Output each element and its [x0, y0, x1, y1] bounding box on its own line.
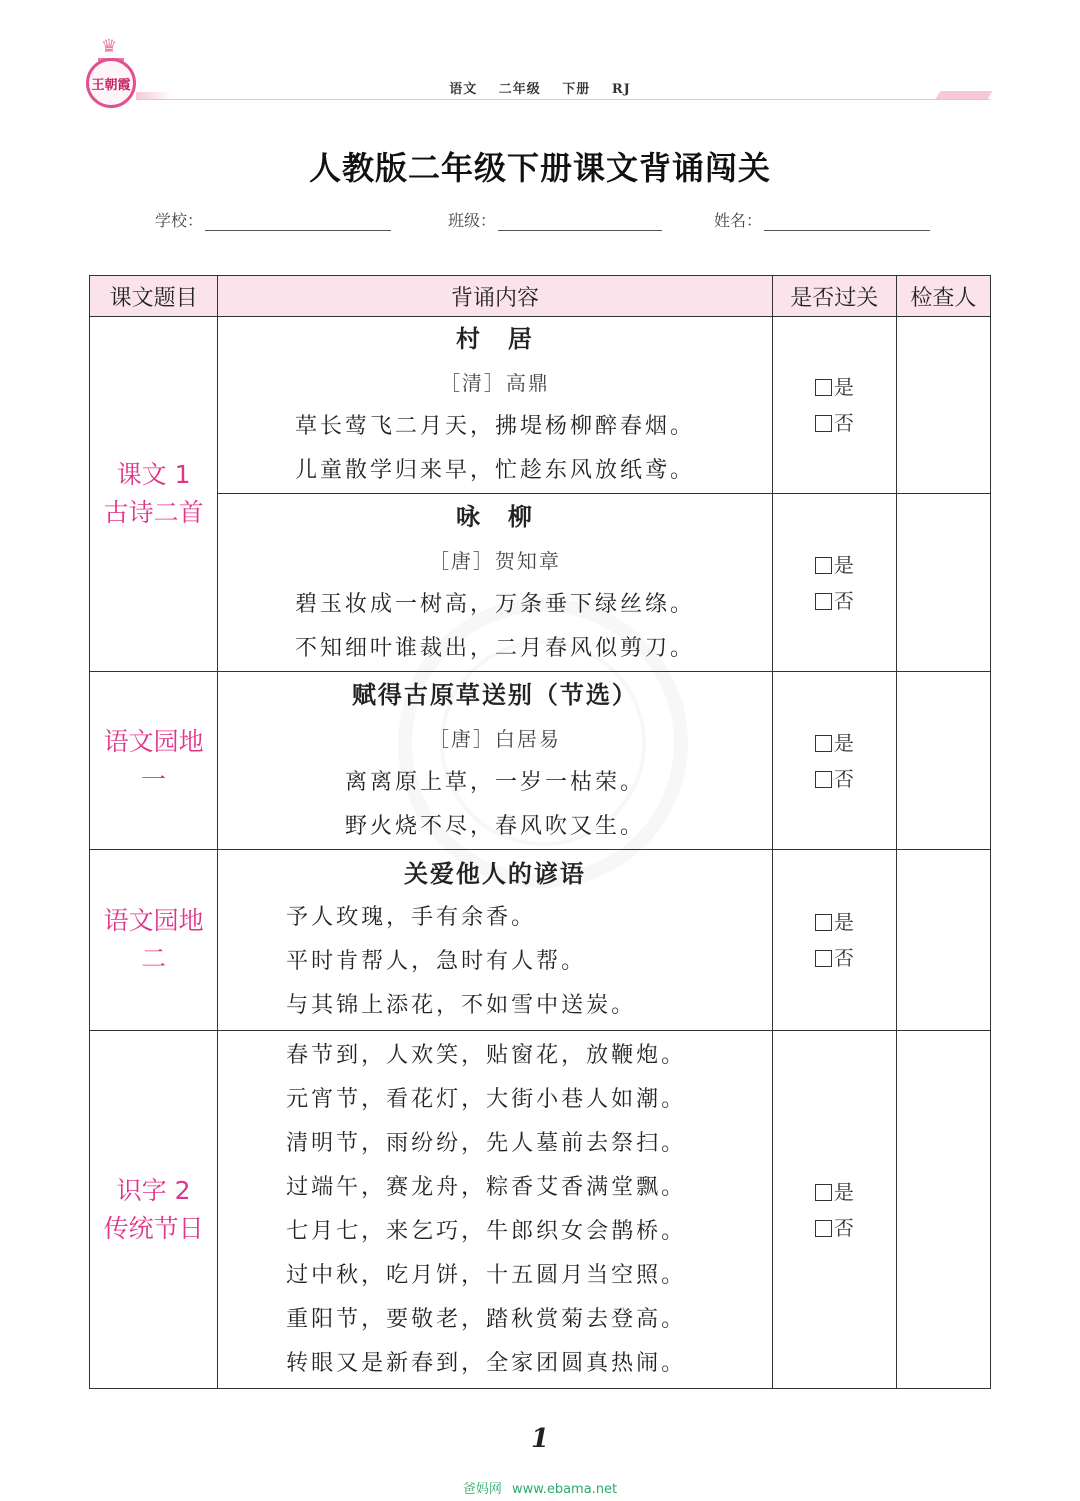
- table-row: [90, 494, 991, 672]
- pass-cell: [772, 850, 896, 1031]
- pass-yes-option[interactable]: [815, 547, 854, 583]
- name-blank[interactable]: [764, 208, 930, 231]
- poem-line: 儿童散学归来早，忙趁东风放纸鸢。: [294, 458, 695, 483]
- yes-checkbox[interactable]: [815, 914, 832, 931]
- poem-line: 不知细叶谁裁出，二月春风似剪刀。: [294, 635, 695, 661]
- pass-cell: [772, 672, 896, 850]
- lesson-title-cell: [90, 850, 218, 1031]
- watermark-site-name: 爸妈网: [462, 1482, 502, 1497]
- recitation-table: [89, 275, 991, 1389]
- header-rule: [136, 99, 990, 100]
- pass-cell: [772, 317, 896, 494]
- school-field: [155, 208, 391, 231]
- pass-no-option[interactable]: [815, 583, 854, 619]
- pass-no-option[interactable]: [815, 405, 854, 441]
- checker-cell[interactable]: [896, 317, 990, 494]
- page-header: [0, 0, 1080, 110]
- pass-yes-option[interactable]: [815, 1174, 854, 1210]
- poem-line: 野火烧不尽，春风吹又生。: [344, 813, 645, 839]
- no-label: 否: [833, 766, 854, 791]
- header-checker: 检查人: [896, 276, 990, 317]
- proverb-title: 关爱他人的谚语: [403, 860, 586, 888]
- page-number: 1: [530, 1424, 550, 1454]
- name-field: [714, 208, 930, 231]
- header-lesson: 课文题目: [90, 276, 218, 317]
- festival-line: 元宵节，看花灯，大街小巷人如潮。: [286, 1086, 687, 1112]
- table-row: [90, 317, 991, 494]
- no-label: 否: [833, 1215, 854, 1240]
- class-label: 班级：: [448, 211, 497, 230]
- watermark-site-url: www.ebama.net: [512, 1482, 618, 1497]
- school-blank[interactable]: [205, 208, 391, 231]
- site-watermark: [0, 1478, 1080, 1497]
- yes-label: 是: [833, 552, 854, 577]
- no-checkbox[interactable]: [815, 593, 832, 610]
- lesson-title-cell: [90, 672, 218, 850]
- poem-title: 咏 柳: [455, 502, 534, 531]
- lesson-label: 识字 2: [116, 1175, 191, 1205]
- yes-checkbox[interactable]: [815, 557, 832, 574]
- volume-label: 下册: [562, 82, 591, 97]
- lesson-sublabel: 古诗二首: [103, 498, 204, 527]
- no-checkbox[interactable]: [815, 415, 832, 432]
- festival-line: 转眼又是新春到，全家团圆真热闹。: [286, 1350, 687, 1376]
- class-field: [448, 208, 662, 231]
- lesson-sublabel: 一: [141, 764, 167, 794]
- yes-label: 是: [833, 375, 854, 399]
- poem-line: 草长莺飞二月天，拂堤杨柳醉春烟。: [294, 414, 695, 439]
- pass-yes-option[interactable]: [815, 725, 854, 761]
- proverb-line: 与其锦上添花，不如雪中送炭。: [286, 993, 637, 1018]
- table-row: [90, 672, 991, 850]
- table-header-row: [90, 276, 991, 317]
- proverb-line: 平时肯帮人，急时有人帮。: [286, 949, 587, 974]
- poem-author: ［唐］贺知章: [428, 548, 561, 573]
- lesson-label: 语文园地: [103, 726, 204, 756]
- poem-author: ［清］高鼎: [439, 371, 550, 395]
- lesson-title-cell: [90, 1031, 218, 1389]
- festival-line: 过端午，赛龙舟，粽香艾香满堂飘。: [286, 1174, 687, 1200]
- publisher-logo: 王朝霞: [86, 58, 136, 108]
- name-label: 姓名：: [714, 211, 763, 230]
- poem-line: 离离原上草，一岁一枯荣。: [344, 769, 645, 795]
- lesson-sublabel: 传统节日: [103, 1213, 204, 1243]
- no-label: 否: [833, 946, 854, 970]
- poem-line: 碧玉妆成一树高，万条垂下绿丝绦。: [294, 591, 695, 617]
- pass-cell: [772, 494, 896, 672]
- lesson-label: 语文园地: [103, 906, 204, 935]
- content-cell: [218, 850, 773, 1031]
- content-cell: [218, 672, 773, 850]
- grade-label: 二年级: [498, 82, 541, 97]
- festival-line: 过中秋，吃月饼，十五圆月当空照。: [286, 1262, 687, 1288]
- subject-label: 语文: [449, 82, 478, 97]
- festival-line: 重阳节，要敬老，踏秋赏菊去登高。: [286, 1306, 687, 1332]
- yes-checkbox[interactable]: [815, 1184, 832, 1201]
- no-label: 否: [833, 588, 854, 613]
- poem-author: ［唐］白居易: [428, 726, 561, 751]
- content-cell: [218, 1031, 773, 1389]
- yes-checkbox[interactable]: [815, 379, 832, 396]
- no-checkbox[interactable]: [815, 771, 832, 788]
- no-label: 否: [833, 411, 854, 435]
- pass-yes-option[interactable]: [815, 904, 854, 940]
- lesson-label: 课文 1: [116, 460, 191, 489]
- checker-cell[interactable]: [896, 494, 990, 672]
- festival-line: 清明节，雨纷纷，先人墓前去祭扫。: [286, 1130, 687, 1156]
- header-pass: 是否过关: [772, 276, 896, 317]
- pass-no-option[interactable]: [815, 761, 854, 797]
- no-checkbox[interactable]: [815, 950, 832, 967]
- lesson-title-cell: [90, 317, 218, 672]
- festival-line: 七月七，来乞巧，牛郎织女会鹊桥。: [286, 1218, 687, 1244]
- page-title: 人教版二年级下册课文背诵闯关: [308, 149, 771, 187]
- checker-cell[interactable]: [896, 672, 990, 850]
- content-cell: [218, 494, 773, 672]
- school-label: 学校：: [155, 211, 204, 230]
- student-info-row: [0, 208, 1080, 238]
- edition-label: RJ: [611, 82, 631, 97]
- pass-cell: [772, 1031, 896, 1389]
- proverb-line: 予人玫瑰，手有余香。: [286, 905, 537, 930]
- festival-line: 春节到，人欢笑，贴窗花，放鞭炮。: [286, 1042, 687, 1068]
- yes-checkbox[interactable]: [815, 735, 832, 752]
- content-cell: [218, 317, 773, 494]
- lesson-sublabel: 二: [141, 944, 167, 973]
- checker-cell[interactable]: [896, 850, 990, 1031]
- class-blank[interactable]: [498, 208, 662, 231]
- header-content: 背诵内容: [218, 276, 773, 317]
- pass-yes-option[interactable]: [815, 369, 854, 405]
- poem-title: 赋得古原草送别（节选）: [351, 680, 638, 709]
- yes-label: 是: [833, 730, 854, 755]
- pass-no-option[interactable]: [815, 940, 854, 976]
- book-info: [0, 78, 1080, 97]
- no-checkbox[interactable]: [815, 1220, 832, 1237]
- checker-cell[interactable]: [896, 1031, 990, 1389]
- table-row: [90, 1031, 991, 1389]
- yes-label: 是: [833, 1179, 854, 1204]
- poem-title: 村 居: [455, 325, 534, 353]
- table-row: [90, 850, 991, 1031]
- yes-label: 是: [833, 910, 854, 934]
- pass-no-option[interactable]: [815, 1210, 854, 1246]
